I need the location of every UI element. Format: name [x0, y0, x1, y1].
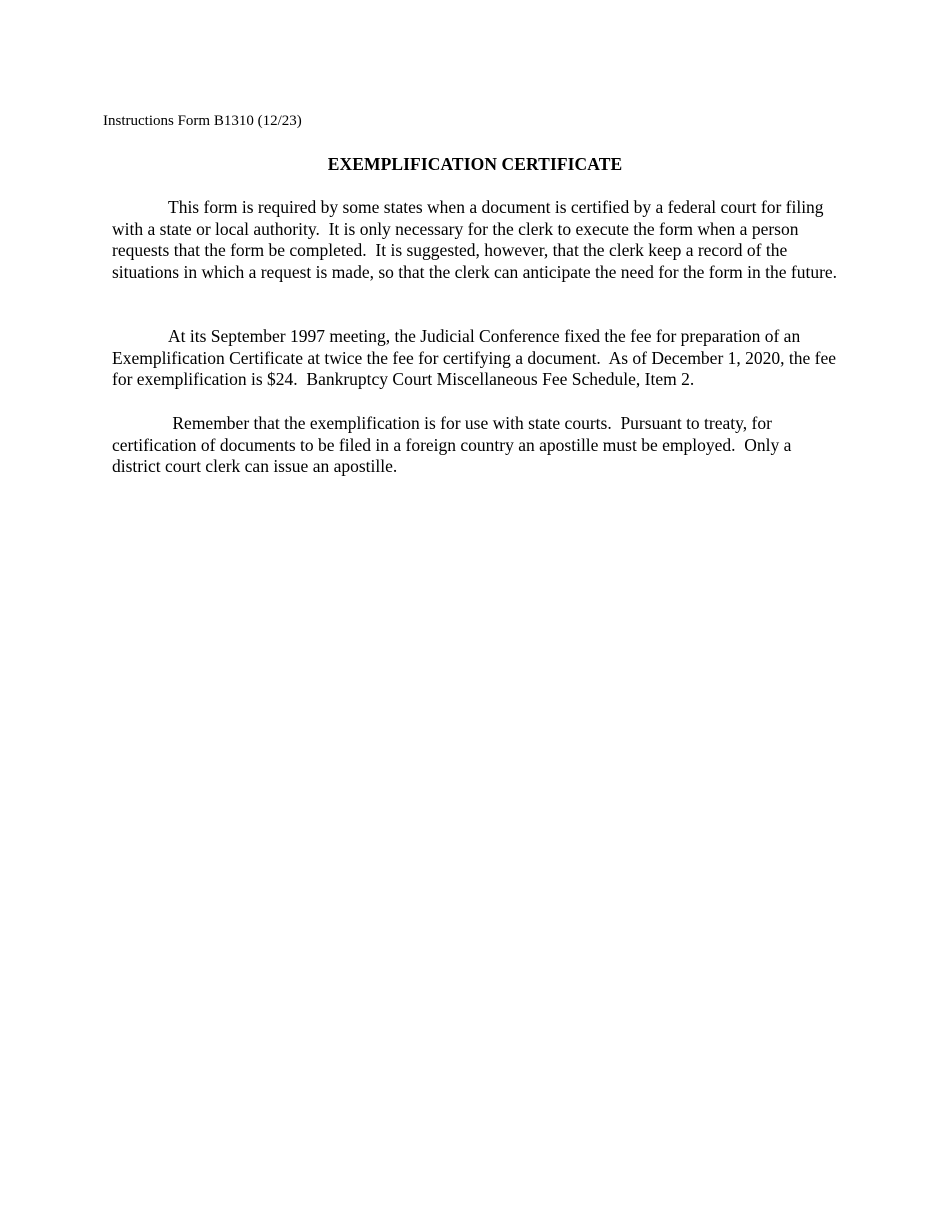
paragraph-fee: At its September 1997 meeting, the Judicial Conference fixed the fee for preparation of an Exemplification Certificate at twice the fee for certifying a document. As of December 1, 2020, the fee for exemplification is $24. Bankruptcy Court Miscellaneous Fee Schedule, Item 2. — [112, 326, 841, 390]
paragraph-purpose: This form is required by some states when a document is certified by a federal court for filing with a state or local authority. It is only necessary for the clerk to execute the form when a person requests that the form be completed. It is suggested, however, that the clerk keep a record of the situations in which a request is made, so that the clerk can anticipate the need for the form in the future. — [112, 197, 838, 282]
paragraph-apostille: Remember that the exemplification is for use with state courts. Pursuant to treaty, for certification of documents to be filed in a foreign country an apostille must be employed. Only a district court clerk can issue an apostille. — [112, 413, 796, 477]
document-title: EXEMPLIFICATION CERTIFICATE — [327, 154, 623, 174]
form-identifier: Instructions Form B1310 (12/23) — [103, 113, 302, 129]
